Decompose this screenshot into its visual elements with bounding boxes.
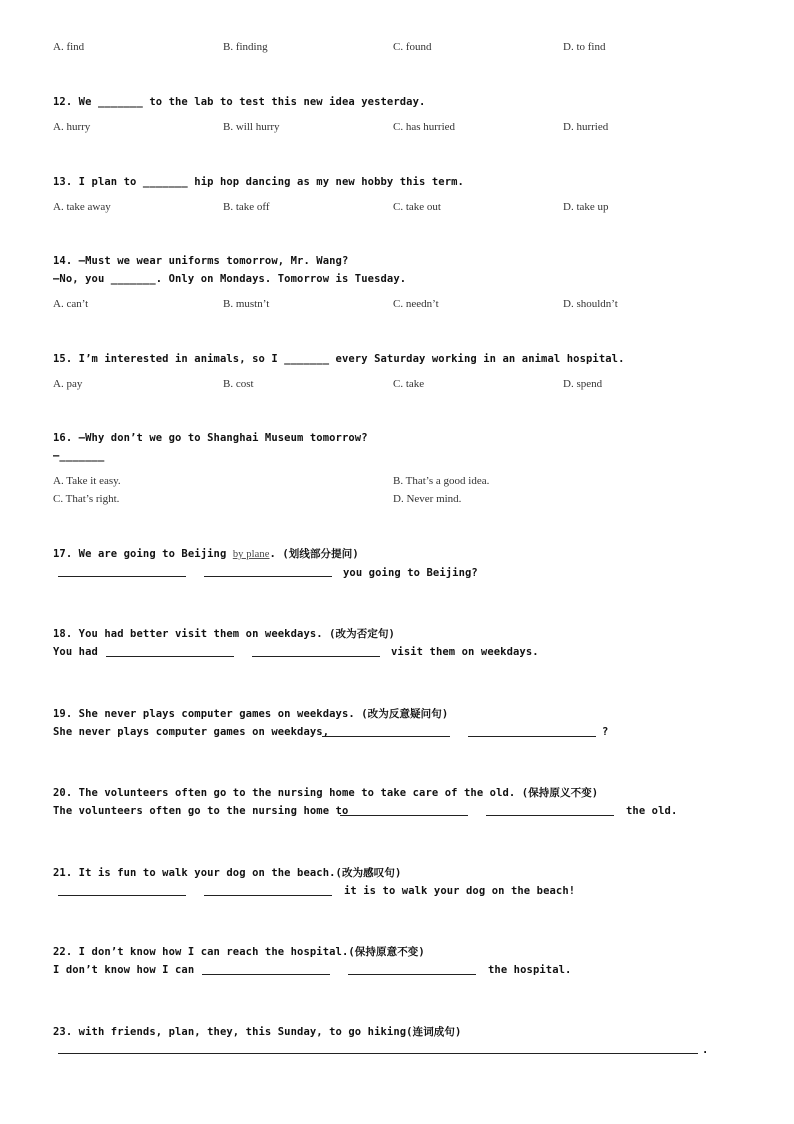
q16-option-d[interactable]: D. Never mind. <box>393 493 462 505</box>
q18-blank-2[interactable] <box>252 656 380 657</box>
q12-option-b[interactable]: B. will hurry <box>223 121 280 133</box>
q12-stem: 12. We _______ to the lab to test this new idea yesterday. <box>53 96 426 108</box>
q13-option-d[interactable]: D. take up <box>563 201 609 213</box>
q20-answer-head: The volunteers often go to the nursing home to <box>53 805 349 817</box>
q11-option-b[interactable]: B. finding <box>223 41 268 53</box>
q21-blank-2[interactable] <box>204 895 332 896</box>
q17-answer-tail: you going to Beijing? <box>343 567 478 579</box>
q19-blank-1[interactable] <box>322 736 450 737</box>
q12-option-c[interactable]: C. has hurried <box>393 121 456 133</box>
q16-option-a[interactable]: A. Take it easy. <box>53 475 121 487</box>
q13-stem: 13. I plan to _______ hip hop dancing as my new hobby this term. <box>53 176 464 188</box>
q17-stem-pre: 17. We are going to Beijing <box>53 548 233 560</box>
q20-blank-2[interactable] <box>486 815 614 816</box>
q17-stem-post: . (划线部分提问) <box>269 548 359 560</box>
q22-stem: 22. I don’t know how I can reach the hospital.(保持原意不变) <box>53 946 425 958</box>
q19-blank-2[interactable] <box>468 736 596 737</box>
q23-answer-tail: . <box>702 1044 709 1056</box>
q21-stem: 21. It is fun to walk your dog on the beach.(改为感叹句) <box>53 867 402 879</box>
q18-blank-1[interactable] <box>106 656 234 657</box>
q17-underlined-part: by plane <box>232 549 270 560</box>
q16-option-b[interactable]: B. That’s a good idea. <box>393 475 490 487</box>
q17-stem <box>53 547 359 562</box>
q14-option-d[interactable]: D. shouldn’t <box>563 298 618 310</box>
q13-option-b[interactable]: B. take off <box>223 201 270 213</box>
q13-option-c[interactable]: C. take out <box>393 201 441 213</box>
q15-option-a[interactable]: A. pay <box>53 378 83 390</box>
q14-option-a[interactable]: A. can’t <box>53 298 89 310</box>
q18-answer-head: You had <box>53 646 98 658</box>
q21-blank-1[interactable] <box>58 895 186 896</box>
q22-answer-tail: the hospital. <box>488 964 572 976</box>
q16-option-c[interactable]: C. That’s right. <box>53 493 120 505</box>
q23-answer-line[interactable] <box>58 1053 698 1054</box>
q20-answer-tail: the old. <box>626 805 678 817</box>
q22-answer-head: I don’t know how I can <box>53 964 195 976</box>
q20-blank-1[interactable] <box>340 815 468 816</box>
q15-option-d[interactable]: D. spend <box>563 378 603 390</box>
q16-stem-line1: 16. —Why don’t we go to Shanghai Museum tomorrow? <box>53 432 368 444</box>
q22-blank-1[interactable] <box>202 974 330 975</box>
q19-answer-tail: ? <box>602 726 609 738</box>
q12-option-d[interactable]: D. hurried <box>563 121 609 133</box>
q15-option-c[interactable]: C. take <box>393 378 425 390</box>
q11-option-a[interactable]: A. find <box>53 41 85 53</box>
q21-answer-tail: it is to walk your dog on the beach! <box>344 885 576 897</box>
q19-answer-head: She never plays computer games on weekdays, <box>53 726 330 738</box>
q16-stem-line2: —_______ <box>53 450 105 462</box>
q14-stem-line2: —No, you _______. Only on Mondays. Tomorrow is Tuesday. <box>53 273 407 285</box>
q12-option-a[interactable]: A. hurry <box>53 121 91 133</box>
q13-option-a[interactable]: A. take away <box>53 201 111 213</box>
q14-stem-line1: 14. —Must we wear uniforms tomorrow, Mr. Wang? <box>53 255 349 267</box>
q17-blank-2[interactable] <box>204 576 332 577</box>
q15-stem: 15. I’m interested in animals, so I _______ every Saturday working in an animal hospital. <box>53 353 625 365</box>
q20-stem: 20. The volunteers often go to the nursing home to take care of the old. (保持原义不变) <box>53 787 599 799</box>
q15-option-b[interactable]: B. cost <box>223 378 254 390</box>
q18-stem: 18. You had better visit them on weekdays. (改为否定句) <box>53 628 395 640</box>
q18-answer-tail: visit them on weekdays. <box>391 646 539 658</box>
q19-stem: 19. She never plays computer games on weekdays. (改为反意疑问句) <box>53 708 449 720</box>
q11-option-c[interactable]: C. found <box>393 41 432 53</box>
q22-blank-2[interactable] <box>348 974 476 975</box>
q17-blank-1[interactable] <box>58 576 186 577</box>
q14-option-c[interactable]: C. needn’t <box>393 298 439 310</box>
q14-option-b[interactable]: B. mustn’t <box>223 298 270 310</box>
q23-stem: 23. with friends, plan, they, this Sunday, to go hiking(连词成句) <box>53 1026 462 1038</box>
q11-option-d[interactable]: D. to find <box>563 41 606 53</box>
